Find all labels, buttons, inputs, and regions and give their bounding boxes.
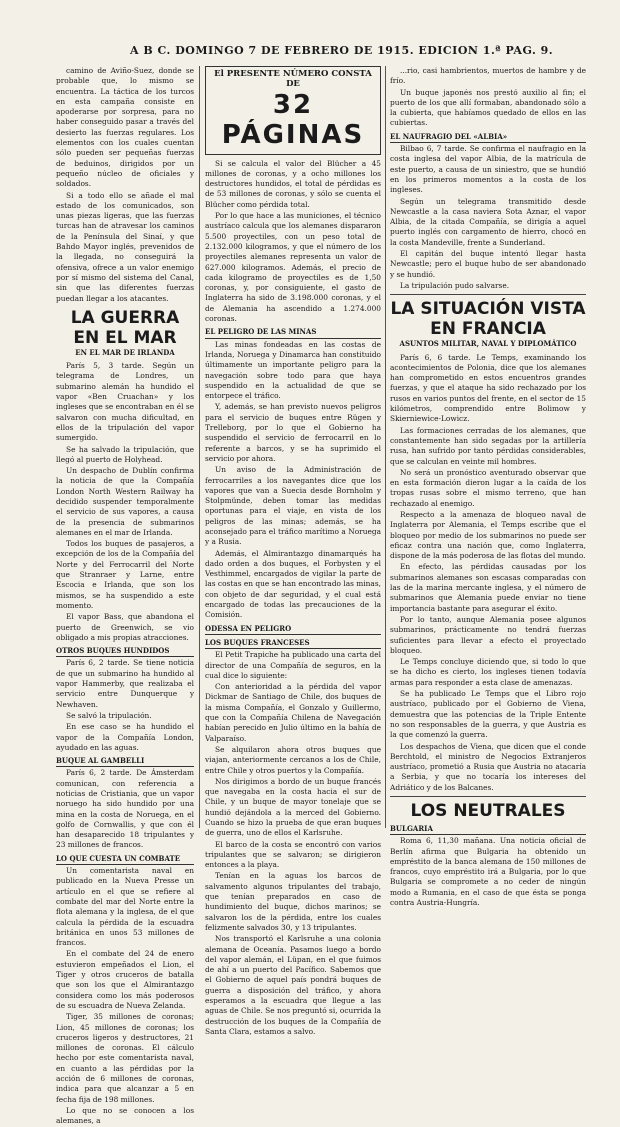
- article-paragraph: Un aviso de la Administración de ferrocarriles a los navegantes dice que los vapores que van a Suecia desde Bornholm y Stolpmünde, deben tomar las medidas oportunas para el viaje, en vista de los peligros de las minas; además, se ha aconsejado para el tráfico marítimo a Noruega y a Rusia.: [205, 465, 381, 547]
- article-paragraph: Y, además, se han previsto nuevos peligros para el servicio de buques entre Rügen y Trelleborg, por lo que el Gobierno ha suspendido el servicio de ferrocarril en lo referente a barcos, y se ha suprimido el servicio por ahora.: [205, 402, 381, 463]
- article-paragraph: Si se calcula el valor del Blücher a 45 millones de coronas, y a ocho millones los destructores hundidos, el total de pérdidas es de 53 millones de coronas, y sólo se cuenta el Blücher como pérdida total.: [205, 158, 381, 209]
- article-paragraph: No será un pronóstico aventurado observar que en esta formación dieron lugar a la caída de los tropas rusas sobre el mismo terreno, que han rechazado al enemigo.: [390, 467, 586, 508]
- article-paragraph: París 5, 3 tarde. Según un telegrama de Londres, un submarino alemán ha hundido el vapor «Ben Cruachan» y los ingleses que se encontraban en él se salvaron con mucha dificultad, en ellos de la tripulación del vapor sumergido.: [56, 361, 195, 443]
- article-subhead: BULGARIA: [390, 824, 586, 835]
- article-paragraph: Un comentarista naval en publicado en la Nueva Presse un artículo en el que se refiere al combate del mar del Norte entre la flota alemana y la inglesa, de el que calcula la pérdida de la escuadra británica en unos 53 millones de francos.: [56, 866, 194, 948]
- article-paragraph: Las formaciones cerradas de los alemanes, que constantemente han sido segadas por la artillería rusa, han sufrido por tanto pérdidas considerables, que se calculan en veinte mil hombres.: [390, 425, 586, 466]
- article-subhead: EL PELIGRO DE LAS MINAS: [205, 327, 381, 338]
- article-subhead: EL NAUFRAGIO DEL «ALBIA»: [390, 132, 586, 143]
- article-paragraph: En ese caso se ha hundido el vapor de la Compañía London, ayudado en las aguas.: [56, 722, 194, 752]
- article-paragraph: En el combate del 24 de enero estuvieron empeñados el Lion, el Tiger y otros cruceros de batalla que son los que el Almirantazgo considera como los más poderosos de su escuadra de Nueva Zelanda.: [56, 949, 194, 1010]
- article-paragraph: Si a todo ello se añade el mal estado de los comunicados, son unas piezas ligeras, que las fuerzas turcas han de atravesar los caminos de la Península del Sinaí, y que Bahdo Mayor inglés, prevenidos de la llegada, no conseguirá la ofensiva, ofrece a un valor enemigo por sí mismo del sistema del Canal, sin que las diferentes fuerzas puedan llegar a los atacantes.: [56, 190, 194, 303]
- article-paragraph: Nos transportó el Karlsruhe a una colonia alemana de Oceanía. Pasamos luego a bordo del vapor alemán, el Lüpan, en el que fuimos de ahí a un puerto del Pacífico. Sabemos que el Gobierno de aquel país pondrá buques de guerra a disposición del tráfico, y ahora esperamos a la escuadra que llegue a las aguas de Chile. Se nos preguntó si, ocurrida la destrucción de los buques de la Compañía de Santa Clara, estamos a salvo.: [205, 934, 381, 1036]
- page-header: A B C. DOMINGO 7 DE FEBRERO DE 1915. EDICION 1.ª PAG. 9.: [130, 44, 554, 57]
- banner-page-count: 32 PÁGINAS: [221, 89, 365, 150]
- article-subhead: OTROS BUQUES HUNDIDOS: [56, 646, 194, 657]
- column-rule: [199, 66, 200, 828]
- article-paragraph: Tiger, 35 millones de coronas; Lion, 45 millones de coronas; los cruceros ligeros y destructores, 21 millones de coronas. El cálculo hecho por este comentarista naval, en cuanto a las pérdidas por la acción de 6 millones de coronas, indica para que alcanzar a 5 en fecha fija de 198 millones.: [56, 1012, 194, 1104]
- article-paragraph: Los despachos de Viena, que dicen que el conde Berchtold, el ministro de Negocios Extranjeros austríaco, prometió a Rusia que Austria no atacaría a Serbia, y que no tocaría los intereses del Adriático y de los Balcanes.: [390, 741, 586, 792]
- column-rule: [385, 66, 386, 828]
- article-subhead: LOS BUQUES FRANCESES: [205, 638, 381, 649]
- article-paragraph: camino de Aviño-Suez, donde se probable que, lo mismo se encuentra. La táctica de los turcos en esta campaña consiste en apoderarse por sorpresa, para no haber conseguido pasar a través del desierto las fuerzas regulares. Los elementos con los cuales cuentan sólo pueden ser pequeñas fuerzas de beduinos, dirigidos por un pequeño núcleo de oficiales y soldados.: [56, 66, 194, 189]
- article-paragraph: En efecto, las pérdidas causadas por los submarinos alemanes son escasas comparadas con las de la marina mercante inglesa, y el número de submarinos que Alemania puede enviar no tiene importancia bastante para asegurar el éxito.: [390, 562, 586, 613]
- article-paragraph: Se alquilaron ahora otros buques que viajan, anteriormente cercanos a los de Chile, entre Chile y otros puertos y la Compañía.: [205, 744, 381, 775]
- article-paragraph: Por lo que hace a las municiones, el técnico austríaco calcula que los alemanes dispararon 5.500 proyectiles, con un peso total de 2.132.000 kilogramos, y que el número de los proyectiles alemanes representa un valor de 627.000 kilogramos. Además, el precio de cada kilogramo de proyectiles es de 1,50 coronas, y, por consiguiente, el gasto de Inglaterra ha sido de 3.198.000 coronas, y el de Alemania ha ascendido a 1.274.000 coronas.: [205, 211, 381, 324]
- article-paragraph: Por lo tanto, aunque Alemania posee algunos submarinos, prácticamente no tendrá fuerzas suficientes para llevar a efecto el proyectado bloqueo.: [390, 614, 586, 655]
- article-paragraph: París 6, 2 tarde. De Ámsterdam comunican, con referencia a noticias de Cristiania, que un vapor noruego ha sido hundido por una mina en la costa de Noruega, en el golfo de Cornwallis, y que con él han desaparecido 18 tripulantes y 23 millones de francos.: [56, 768, 194, 850]
- article-paragraph: ...rio, casi hambrientos, muertos de hambre y de frío.: [390, 66, 586, 86]
- article-paragraph: Lo que no se conocen a los alemanes, a: [56, 1105, 194, 1126]
- banner-caption: El PRESENTE NÚMERO CONSTA DE: [214, 69, 372, 90]
- article-subhead: BUQUE AL GAMBELLI: [56, 756, 194, 767]
- section-divider: [390, 796, 586, 797]
- article-paragraph: París 6, 2 tarde. Se tiene noticia de que un submarino ha hundido al vapor Hammerby, que realizaba el servicio entre Dunquerque y Newhaven.: [56, 658, 194, 709]
- article-paragraph: Con anterioridad a la pérdida del vapor Dickmar de Santiago de Chile, dos buques de la misma Compañía, el Gonzalo y Guillermo, que con la Compañía Chilena de Navegación habían perecido en Julio último en la bahía de Valparaíso.: [205, 682, 381, 743]
- section-divider: [390, 294, 586, 295]
- article-paragraph: Le Temps concluye diciendo que, si todo lo que se ha dicho es cierto, los ingleses tienen todavía armas para responder a esta clase de amenazas.: [390, 657, 586, 687]
- column-2: [205, 66, 381, 1036]
- article-paragraph: París 6, 6 tarde. Le Temps, examinando los acontecimientos de Polonia, dice que los alemanes han comprometido en estos encuentros grandes fuerzas, y que el ataque ha sido rechazado por los rusos en varios puntos del frente, en el sector de 15 kilómetros, comprendido entre Bolimow y Skierniewice-Lowicz.: [390, 352, 586, 424]
- article-paragraph: Bilbao 6, 7 tarde. Se confirma el naufragio en la costa inglesa del vapor Albia, de la matrícula de este puerto, a causa de un siniestro, que se hundió en los primeros momentos a la costa de los ingleses.: [390, 144, 586, 195]
- article-paragraph: Las minas fondeadas en las costas de Irlanda, Noruega y Dinamarca han constituido últimamente un importante peligro para la navegación sobre todo para que haya suspendido en la actualidad de que se entorpece el tráfico.: [205, 339, 381, 401]
- article-paragraph: La tripulación pudo salvarse.: [400, 280, 510, 290]
- column-3: [390, 66, 586, 908]
- article-paragraph: El vapor Bass, que abandona el puerto de Greenwich, se vio obligado a mis propias atracciones.: [56, 612, 194, 642]
- article-paragraph: Todos los buques de pasajeros, a excepción de los de la Compañía del Norte y del Ferrocarril del Norte que Stranraer y Larne, entre Escocia e Irlanda, que son los mismos, se ha suspendido a este momento.: [56, 539, 194, 610]
- article-paragraph: Nos dirigimos a bordo de un buque francés que navegaba en la costa hacia el sur de Chile, y un buque de mayor tonelaje que se hundió dejándola a la merced del Gobierno. Cuando se hizo la prueba de que eran buques de guerra, uno de ellos el Karlsruhe.: [205, 776, 381, 838]
- section-headline: LA SITUACIÓN VISTA EN FRANCIA: [390, 299, 586, 340]
- article-paragraph: Se salvó la tripulación.: [66, 710, 152, 720]
- column-1: [56, 66, 195, 1126]
- article-paragraph: Además, el Almirantazgo dinamarqués ha dado orden a dos buques, el Forbysten y el Vesthimmel, encargados de vigilar la parte de las costas en que se han encontrado las minas, con objeto de dar seguridad, y el cual está encargado de todas las precauciones de la Comisión.: [205, 548, 381, 620]
- section-headline: LOS NEUTRALES: [410, 801, 566, 821]
- article-paragraph: El barco de la costa se encontró con varios tripulantes que se salvaron; se dirigieron entonces a la playa.: [205, 839, 381, 870]
- article-paragraph: Según un telegrama transmitido desde Newcastle a la casa naviera Sota Aznar, el vapor Albia, de la citada Compañía, se dirigía a aquel puerto inglés con cargamento de hierro, chocó en la costa Mandeville, frente a Sunderland.: [390, 196, 586, 247]
- article-subhead: ODESSA EN PELIGRO: [205, 624, 381, 635]
- article-subhead: LO QUE CUESTA UN COMBATE: [56, 854, 194, 865]
- section-subheadline: EN EL MAR DE IRLANDA: [75, 347, 175, 357]
- page-count-banner: [205, 66, 381, 155]
- article-paragraph: Tenían en la aguas los barcos de salvamento algunos tripulantes del trabajo, que tenían preparados en caso de hundimiento del buque, dichos marinos; se salvaron los de la pérdida, entre los cuales felizmente salvados 30, y 13 tripulantes.: [205, 871, 381, 932]
- section-subheadline: ASUNTOS MILITAR, NAVAL Y DIPLOMÁTICO: [399, 339, 577, 349]
- article-paragraph: Se ha publicado Le Temps que el Libro rojo austríaco, publicado por el Gobierno de Viena, demuestra que las potencias de la Triple Entente no son responsables de la guerra, y que Austria es la que comenzó la guerra.: [390, 689, 586, 740]
- article-paragraph: Respecto a la amenaza de bloqueo naval de Inglaterra por Alemania, el Temps escribe que el bloqueo por medio de los submarinos no puede ser eficaz contra una nación que, como Inglaterra, dispone de la más poderosa de las flotas del mundo.: [390, 509, 586, 561]
- article-paragraph: Se ha salvado la tripulación, que llegó al puerto de Holyhead.: [56, 444, 194, 464]
- article-paragraph: Roma 6, 11,30 mañana. Una noticia oficial de Berlín afirma que Bulgaria ha obtenido un empréstito de la banca alemana de 150 millones de francos, cuyo empréstito irá a Bulgaria, por lo que Bulgaria se compromete a no ceder de ningún modo a Rumania, en el caso de que ésta se ponga contra Austria-Hungría.: [390, 836, 586, 908]
- article-paragraph: El Petit Trapiche ha publicado una carta del director de una Compañía de seguros, en la cual dice lo siguiente:: [205, 650, 381, 680]
- article-paragraph: Un despacho de Dublín confirma la noticia de que la Compañía London North Western Railway ha decidido suspender temporalmente el servicio de sus vapores, a causa de la presencia de submarinos alemanes en el mar de Irlanda.: [56, 466, 194, 537]
- article-paragraph: El capitán del buque intentó llegar hasta Newcastle; pero el buque hubo de ser abandonado y se hundió.: [390, 249, 586, 279]
- section-headline: LA GUERRA EN EL MAR: [70, 307, 180, 348]
- article-paragraph: Un buque japonés nos prestó auxilio al fin; el puerto de los que allí formaban, abandonado sólo a la cubierta, que habíamos quedado de ellos en las cubiertas.: [390, 87, 586, 128]
